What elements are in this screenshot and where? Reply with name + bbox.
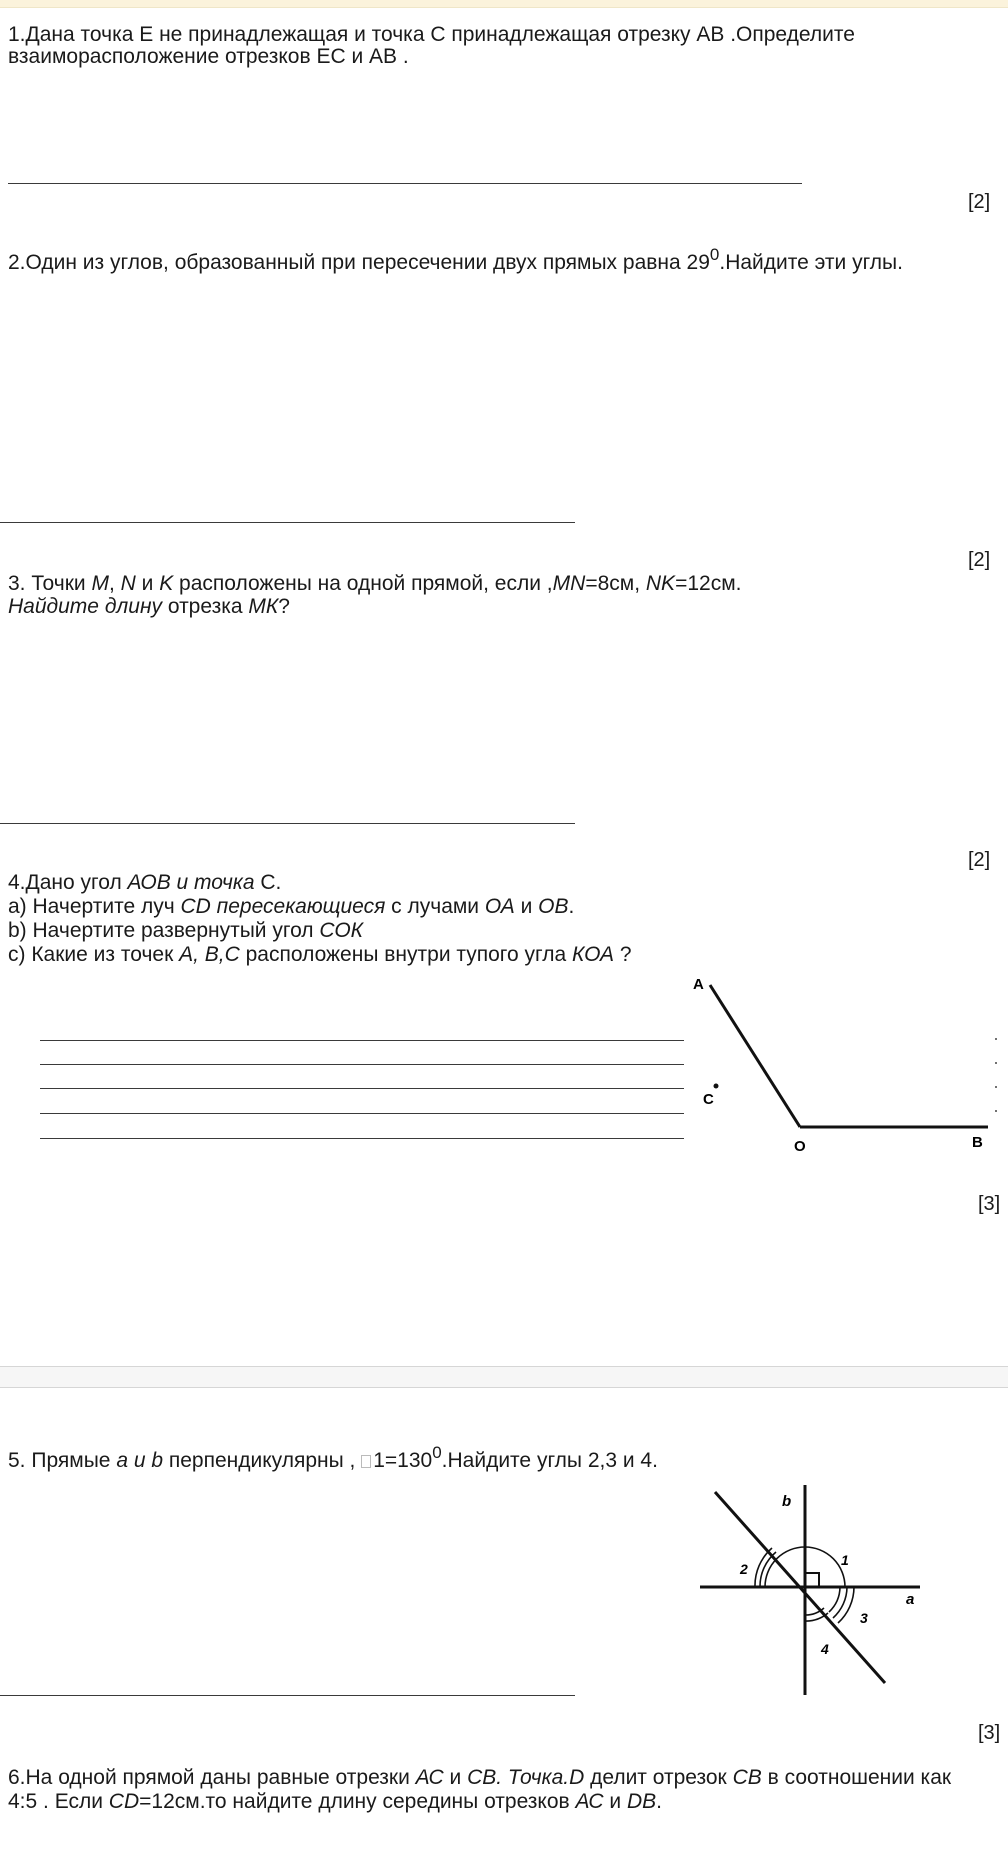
page-break: [0, 1367, 1008, 1387]
label-a-line: a: [906, 1591, 915, 1608]
label-angle-1: 1: [841, 1552, 849, 1568]
q5-score: [3]: [978, 1722, 1001, 1744]
q1-line1: 1.Дана точка Е не принадлежащая и точка С принадлежащая отрезку АВ .Определите: [8, 23, 855, 46]
q4-score: [3]: [978, 1193, 1001, 1215]
q3-answer-line: [0, 823, 575, 824]
q4-answer-line-4: [40, 1113, 684, 1114]
q3-score: [2]: [968, 849, 991, 871]
label-c: C: [703, 1091, 714, 1108]
angle-symbol-icon: [361, 1455, 371, 1468]
q6-line1: 6.На одной прямой даны равные отрезки АС и СВ. Точка.D делит отрезок СВ в соотношении как: [8, 1766, 952, 1789]
ray-oa: [710, 985, 800, 1127]
q2-score: [2]: [968, 549, 991, 571]
point-c: [714, 1084, 719, 1089]
q4-answer-line-5: [40, 1138, 684, 1139]
q4-line1: 4.Дано угол АОВ и точка С.: [8, 871, 282, 894]
angle-aob-figure: [690, 975, 1008, 1155]
label-angle-3: 3: [860, 1610, 868, 1626]
stray-dot: [995, 1110, 997, 1112]
stray-dot: [995, 1086, 997, 1088]
q4-line4: c) Какие из точек А, В,С расположены внутри тупого угла КОА ?: [8, 943, 632, 966]
q3-line2: Найдите длину отрезка МК?: [8, 595, 290, 618]
q5-text: 5. Прямые а и b перпендикулярны , $1=130^0.Найдите$ углы 2,3 и 4.: [8, 1443, 658, 1472]
q4-line2: а) Начертите луч CD пересекающиеся с лучами ОА и ОВ.: [8, 895, 575, 918]
q1-line2: взаиморасположение отрезков ЕС и АВ .: [8, 45, 409, 68]
label-angle-2: 2: [740, 1561, 748, 1577]
stray-dot: [995, 1062, 997, 1064]
q1-score: [2]: [968, 191, 991, 213]
label-a: A: [693, 976, 704, 993]
page-break-bottom: [0, 1387, 1008, 1388]
q2-text: 2.Один из углов, образованный при пересечении двух прямых равна $29^0.Найдите$ эти углы.: [8, 245, 903, 274]
q4-answer-line-3: [40, 1088, 684, 1089]
q1-answer-line: [8, 183, 802, 184]
right-angle-mark: [805, 1573, 819, 1587]
arc-angle-3a: [829, 1587, 840, 1612]
q2-answer-line: [0, 522, 575, 523]
stray-dot: [995, 1038, 997, 1040]
q4-answer-line-1: [40, 1040, 684, 1041]
label-angle-4: 4: [821, 1641, 829, 1657]
top-bar: [0, 0, 1008, 8]
q3-line1: 3. Точки M, N и K расположены на одной прямой, если ,MN=8см, NK=12см.: [8, 572, 742, 595]
q4-line3: b) Начертите развернутый угол СОК: [8, 919, 364, 942]
q4-answer-line-2: [40, 1064, 684, 1065]
label-b: B: [972, 1134, 983, 1151]
q6-line2: 4:5 . Если CD=12см.то найдите длину середины отрезков АС и DB.: [8, 1790, 662, 1813]
perpendicular-lines-figure: [690, 1480, 930, 1700]
label-o: O: [794, 1138, 806, 1155]
q5-answer-line: [0, 1695, 575, 1696]
label-b-line: b: [782, 1493, 792, 1510]
